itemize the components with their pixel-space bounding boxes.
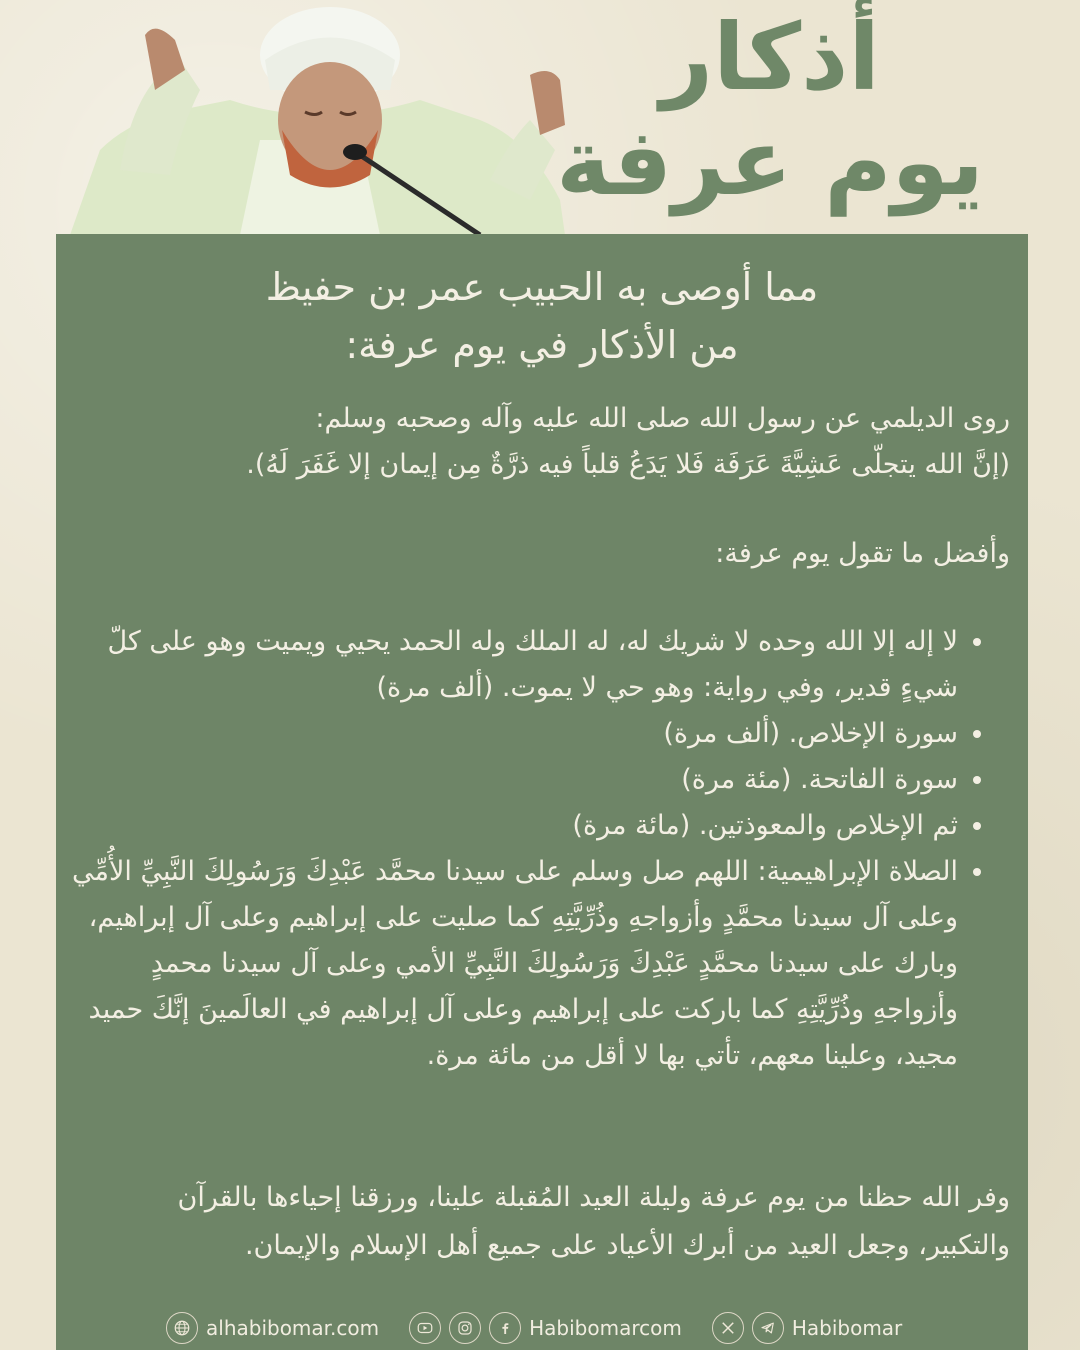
instagram-icon[interactable] <box>449 1312 481 1344</box>
list-item: • لا إله إلا الله وحده لا شريك له، له الملك وله الحمد يحيي ويميت وهو على كلّ شيءٍ قدير، وفي رواية: وهو حي لا يموت. (ألف مرة) <box>66 619 958 711</box>
list-item: • ثم الإخلاص والمعوذتين. (مائة مرة) <box>66 803 958 849</box>
dhikr-list <box>66 619 988 1079</box>
telegram-icon[interactable] <box>752 1312 784 1344</box>
list-item: • سورة الإخلاص. (ألف مرة) <box>66 711 958 757</box>
title-line-2: يوم عرفة <box>556 109 984 216</box>
website-link[interactable]: alhabibomar.com <box>206 1316 380 1340</box>
portrait-illustration <box>60 0 580 235</box>
footer-social <box>166 1310 946 1346</box>
hadith-text: (إنَّ الله يتجلّى عَشِيَّةَ عَرَفَة فَلا يَدَعُ قلباً فيه ذرَّةٌ مِن إيمان إلا غَفَرَ لَهُ). <box>246 449 1010 480</box>
page-title <box>550 5 990 215</box>
list-item: • الصلاة الإبراهيمية: اللهم صل وسلم على سيدنا محمَّد عَبْدِكَ وَرَسُولِكَ النَّبِيِّ الأُمِّي وعلى آل سيدنا محمَّدٍ وأزواجهِ وذُرِّيَّتِهِ كما صليت على إبراهيم وعلى آل إبراهيم، وبارك على سيدنا محمَّدٍ عَبْدِكَ وَرَسُولِكَ النَّبِيِّ الأمي وعلى آل سيدنا محمدٍ وأزواجهِ وذُرِّيَّتِهِ كما باركت على إبراهيم وعلى آل إبراهيم في العالَمينَ إنَّكَ حميد مجيد، وعلينا معهم، تأتي بها لا أقل من مائة مرة. <box>66 849 958 1079</box>
header <box>0 0 1080 235</box>
facebook-icon[interactable] <box>489 1312 521 1344</box>
list-item: • سورة الفاتحة. (مئة مرة) <box>66 757 958 803</box>
x-icon[interactable] <box>712 1312 744 1344</box>
subtitle-line-1: مما أوصى به الحبيب عمر بن حفيظ <box>265 265 819 309</box>
hadith-intro <box>84 396 1010 488</box>
youtube-icon[interactable] <box>409 1312 441 1344</box>
hadith-source: روى الديلمي عن رسول الله صلى الله عليه وآله وصحبه وسلم: <box>315 403 1010 434</box>
facebook-handle[interactable]: Habibomarcom <box>529 1316 682 1340</box>
best-dhikr-label: وأفضل ما تقول يوم عرفة: <box>715 538 1010 569</box>
closing-prayer: وفر الله حظنا من يوم عرفة وليلة العيد المُقبلة علينا، ورزقنا إحياءها بالقرآن والتكبير، وجعل العيد من أبرك الأعياد على جميع أهل الإسلام والإيمان. <box>177 1182 1010 1261</box>
portrait-photo <box>60 0 580 235</box>
telegram-handle[interactable]: Habibomar <box>791 1316 903 1340</box>
subtitle <box>56 258 1028 374</box>
subtitle-line-2: من الأذكار في يوم عرفة: <box>345 323 739 367</box>
content-card <box>56 234 1028 1350</box>
title-line-1: أذكار <box>660 4 880 111</box>
globe-icon[interactable] <box>166 1312 198 1344</box>
